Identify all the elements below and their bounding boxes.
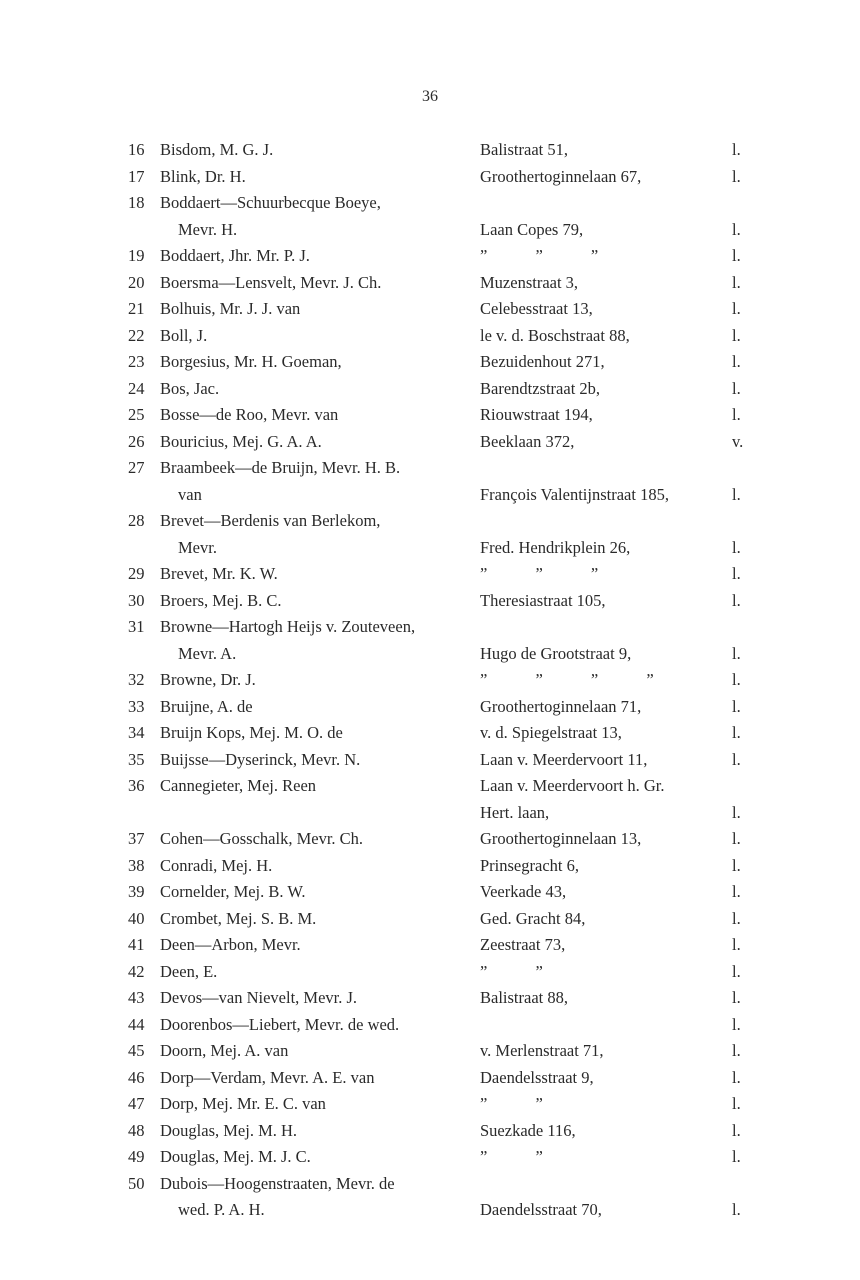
entry-address: Laan v. Meerdervoort h. Gr. — [480, 776, 665, 795]
entry-name-continuation: Mevr. H. — [178, 219, 238, 239]
entry-name: Bisdom, M. G. J. — [160, 140, 274, 159]
entry-name: Boddaert, Jhr. Mr. P. J. — [160, 246, 310, 265]
entry-address: Barendtzstraat 2b, — [480, 378, 601, 398]
entry-code: l. — [732, 140, 741, 159]
entry-name: Doorn, Mej. A. van — [160, 1041, 289, 1060]
entry-number: 50 — [128, 1173, 145, 1193]
entry-address: Groothertoginnelaan 13, — [480, 829, 642, 848]
entry-row — [0, 853, 860, 880]
entry-name: Deen, E. — [160, 961, 218, 981]
entry-code: l. — [732, 908, 741, 928]
entry-code: l. — [732, 219, 741, 239]
entry-row — [0, 1091, 860, 1118]
entry-number: 41 — [128, 935, 145, 954]
entry-number: 29 — [128, 564, 145, 583]
entry-address: Riouwstraat 194, — [480, 405, 593, 424]
entry-address: Ged. Gracht 84, — [480, 908, 586, 928]
entry-address: Groothertoginnelaan 67, — [480, 166, 642, 186]
entry-row — [0, 1118, 860, 1145]
entry-name: Dubois—Hoogenstraaten, Mevr. de — [160, 1173, 395, 1193]
entry-address: Veerkade 43, — [480, 882, 567, 901]
entry-row — [0, 164, 860, 191]
entry-code: l. — [732, 723, 741, 742]
entry-number: 46 — [128, 1067, 145, 1087]
entry-code: l. — [732, 829, 741, 848]
entry-name: Bruijn Kops, Mej. M. O. de — [160, 723, 343, 742]
entry-code: l. — [732, 1094, 741, 1113]
entry-row — [0, 720, 860, 747]
entry-row — [0, 959, 860, 986]
entry-address: Groothertoginnelaan 71, — [480, 696, 642, 716]
entry-address: Prinsegracht 6, — [480, 855, 579, 875]
entry-address: v. d. Spiegelstraat 13, — [480, 723, 622, 742]
entry-name: Devos—van Nievelt, Mevr. J. — [160, 988, 358, 1007]
entry-number: 38 — [128, 855, 145, 875]
entry-code: l. — [732, 882, 741, 901]
entry-code: l. — [732, 935, 741, 954]
entry-address: Daendelsstraat 9, — [480, 1067, 594, 1087]
entry-row — [0, 1012, 860, 1039]
entry-code: l. — [732, 378, 741, 398]
entry-address: Hugo de Grootstraat 9, — [480, 643, 632, 663]
entry-number: 34 — [128, 723, 145, 742]
entry-number: 44 — [128, 1014, 145, 1034]
entry-code: l. — [732, 1120, 741, 1140]
entry-number: 19 — [128, 246, 145, 265]
entry-address: le v. d. Boschstraat 88, — [480, 325, 630, 345]
entry-name: Boll, J. — [160, 325, 208, 345]
entry-number: 40 — [128, 908, 145, 928]
entry-name: Deen—Arbon, Mevr. — [160, 935, 301, 954]
entry-name-continuation: van — [178, 484, 202, 504]
entry-number: 48 — [128, 1120, 145, 1140]
entry-address: ” ” ” — [480, 246, 621, 265]
entry-row — [0, 455, 860, 508]
entry-name: Broers, Mej. B. C. — [160, 590, 282, 610]
entry-name: Douglas, Mej. M. J. C. — [160, 1147, 311, 1166]
entry-code: l. — [732, 537, 741, 557]
entry-address: Laan Copes 79, — [480, 219, 584, 239]
entry-code: l. — [732, 802, 741, 822]
entry-address: ” ” — [480, 1094, 565, 1113]
entry-address: Daendelsstraat 70, — [480, 1200, 602, 1219]
entry-number: 28 — [128, 511, 145, 530]
entry-code: l. — [732, 643, 741, 663]
entry-code: l. — [732, 1147, 741, 1166]
entry-number: 22 — [128, 325, 145, 345]
entry-name: Cannegieter, Mej. Reen — [160, 776, 317, 795]
entry-code: l. — [732, 1014, 741, 1034]
entry-code: l. — [732, 855, 741, 875]
entry-code: l. — [732, 272, 741, 292]
entry-number: 31 — [128, 617, 145, 636]
entry-name: Bos, Jac. — [160, 378, 220, 398]
entry-code: l. — [732, 590, 741, 610]
entry-code: l. — [732, 961, 741, 981]
entry-name: Brevet, Mr. K. W. — [160, 564, 278, 583]
page-number: 36 — [422, 88, 438, 105]
entry-name: Browne, Dr. J. — [160, 670, 256, 689]
entry-number: 42 — [128, 961, 145, 981]
entry-code: l. — [732, 564, 741, 583]
entry-name: Borgesius, Mr. H. Goeman, — [160, 352, 342, 371]
entry-number: 43 — [128, 988, 145, 1007]
entry-name: Bouricius, Mej. G. A. A. — [160, 431, 322, 451]
entry-name: Dorp—Verdam, Mevr. A. E. van — [160, 1067, 375, 1087]
entry-name: Blink, Dr. H. — [160, 166, 246, 186]
entry-row — [0, 376, 860, 403]
entry-code: l. — [732, 352, 741, 371]
entry-number: 47 — [128, 1094, 145, 1113]
entry-number: 33 — [128, 696, 145, 716]
entry-row — [0, 826, 860, 853]
entry-name: Browne—Hartogh Heijs v. Zouteveen, — [160, 617, 416, 636]
entry-name: Crombet, Mej. S. B. M. — [160, 908, 317, 928]
entry-address: ” ” ” — [480, 564, 621, 583]
entry-name-continuation: wed. P. A. H. — [178, 1200, 265, 1219]
entry-name: Douglas, Mej. M. H. — [160, 1120, 298, 1140]
entry-code: l. — [732, 166, 741, 186]
entry-number: 30 — [128, 590, 145, 610]
entry-address: ” ” ” ” — [480, 670, 676, 689]
entry-code: l. — [732, 1041, 741, 1060]
entry-row — [0, 879, 860, 906]
entry-row — [0, 561, 860, 588]
entry-name: Boersma—Lensvelt, Mevr. J. Ch. — [160, 272, 382, 292]
entry-address: v. Merlenstraat 71, — [480, 1041, 604, 1060]
entry-name: Braambeek—de Bruijn, Mevr. H. B. — [160, 458, 401, 477]
entry-name-continuation: Mevr. A. — [178, 643, 237, 663]
entry-address: Balistraat 88, — [480, 988, 568, 1007]
entry-number: 20 — [128, 272, 145, 292]
entry-number: 32 — [128, 670, 145, 689]
entry-row — [0, 614, 860, 667]
entry-name: Buijsse—Dyserinck, Mevr. N. — [160, 749, 361, 769]
entry-address: ” ” — [480, 961, 565, 981]
entry-number: 36 — [128, 776, 145, 795]
entry-name: Cornelder, Mej. B. W. — [160, 882, 306, 901]
entry-row — [0, 508, 860, 561]
entry-row — [0, 270, 860, 297]
entry-name: Boddaert—Schuurbecque Boeye, — [160, 193, 381, 212]
entry-row — [0, 429, 860, 456]
entry-row — [0, 243, 860, 270]
entry-row — [0, 349, 860, 376]
entry-number: 39 — [128, 882, 145, 901]
entry-address: Bezuidenhout 271, — [480, 352, 605, 371]
entry-number: 23 — [128, 352, 145, 371]
entry-number: 17 — [128, 166, 145, 186]
entry-code: v. — [732, 431, 744, 451]
entry-name: Bolhuis, Mr. J. J. van — [160, 299, 301, 318]
entry-row — [0, 1065, 860, 1092]
entry-row — [0, 747, 860, 774]
entry-address: François Valentijnstraat 185, — [480, 484, 669, 504]
entry-code: l. — [732, 1067, 741, 1087]
entry-row — [0, 402, 860, 429]
entry-row — [0, 190, 860, 243]
entry-code: l. — [732, 299, 741, 318]
directory-list — [0, 137, 860, 1224]
entry-code: l. — [732, 696, 741, 716]
entry-row — [0, 1171, 860, 1224]
entry-row — [0, 1144, 860, 1171]
entry-row — [0, 906, 860, 933]
entry-row — [0, 694, 860, 721]
entry-row — [0, 323, 860, 350]
entry-row — [0, 985, 860, 1012]
entry-row — [0, 137, 860, 164]
entry-row — [0, 296, 860, 323]
entry-number: 25 — [128, 405, 145, 424]
entry-code: l. — [732, 1200, 741, 1219]
entry-code: l. — [732, 405, 741, 424]
entry-name: Conradi, Mej. H. — [160, 855, 273, 875]
entry-address: Theresiastraat 105, — [480, 590, 606, 610]
entry-address: Balistraat 51, — [480, 140, 568, 159]
entry-name-continuation: Mevr. — [178, 537, 217, 557]
entry-name: Cohen—Gosschalk, Mevr. Ch. — [160, 829, 364, 848]
entry-name: Bruijne, A. de — [160, 696, 253, 716]
entry-address: Celebesstraat 13, — [480, 299, 593, 318]
entry-number: 16 — [128, 140, 145, 159]
entry-number: 45 — [128, 1041, 145, 1060]
entry-address: Suezkade 116, — [480, 1120, 576, 1140]
entry-row — [0, 667, 860, 694]
entry-address: Fred. Hendrikplein 26, — [480, 537, 631, 557]
entry-address: Zeestraat 73, — [480, 935, 566, 954]
entry-code: l. — [732, 246, 741, 265]
entry-address: Beeklaan 372, — [480, 431, 575, 451]
entry-code: l. — [732, 988, 741, 1007]
entry-number: 24 — [128, 378, 145, 398]
entry-number: 18 — [128, 193, 145, 212]
entry-number: 35 — [128, 749, 145, 769]
entry-number: 49 — [128, 1147, 145, 1166]
entry-number: 27 — [128, 458, 145, 477]
entry-row — [0, 1038, 860, 1065]
entry-number: 26 — [128, 431, 145, 451]
entry-address-continuation: Hert. laan, — [480, 802, 550, 822]
entry-code: l. — [732, 749, 741, 769]
entry-address: Laan v. Meerdervoort 11, — [480, 749, 648, 769]
entry-name: Dorp, Mej. Mr. E. C. van — [160, 1094, 326, 1113]
entry-number: 21 — [128, 299, 145, 318]
entry-name: Doorenbos—Liebert, Mevr. de wed. — [160, 1014, 400, 1034]
entry-code: l. — [732, 670, 741, 689]
entry-row — [0, 773, 860, 826]
entry-row — [0, 588, 860, 615]
entry-code: l. — [732, 325, 741, 345]
entry-address: ” ” — [480, 1147, 565, 1166]
entry-name: Bosse—de Roo, Mevr. van — [160, 405, 339, 424]
entry-code: l. — [732, 484, 741, 504]
entry-name: Brevet—Berdenis van Berlekom, — [160, 511, 381, 530]
entry-row — [0, 932, 860, 959]
entry-number: 37 — [128, 829, 145, 848]
entry-address: Muzenstraat 3, — [480, 272, 579, 292]
